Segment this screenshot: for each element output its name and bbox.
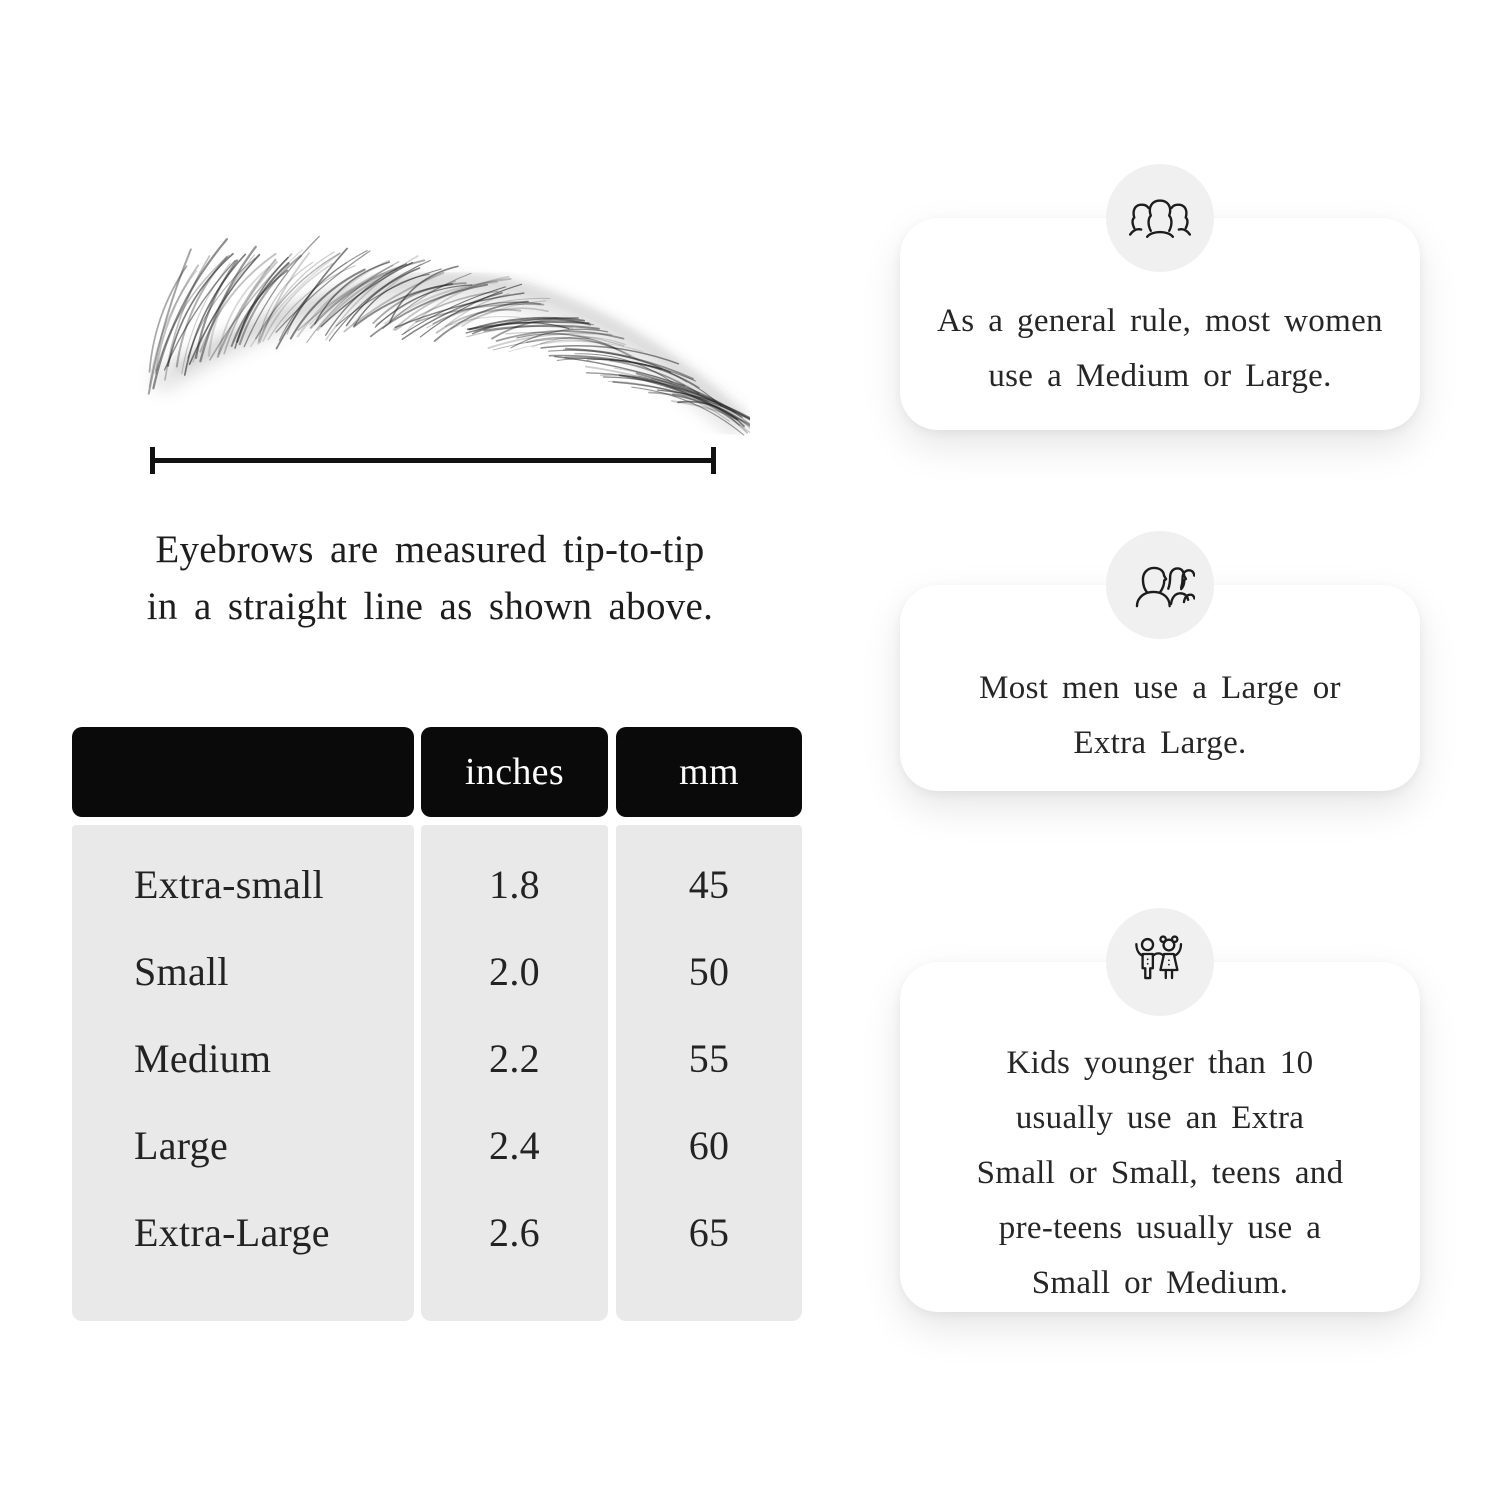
size-cell-inches: 2.4	[489, 1123, 540, 1168]
size-row-label: Extra-small	[134, 862, 324, 907]
size-table-body-mm	[616, 825, 802, 1321]
caption-line: in a straight line as shown above.	[146, 585, 714, 628]
measurement-line	[150, 447, 716, 474]
women-group-icon	[1126, 192, 1194, 244]
tip-card-men	[900, 585, 1420, 791]
tip-text-line: As a general rule, most women	[937, 303, 1383, 339]
icon-badge	[1106, 164, 1214, 272]
size-table-column-inches	[421, 727, 608, 1321]
size-cell-inches: 2.6	[489, 1210, 540, 1255]
tip-text-line: Small or Medium.	[1031, 1265, 1289, 1301]
size-table-body-name	[72, 825, 414, 1321]
size-cell-inches: 2.2	[489, 1036, 540, 1081]
size-row-label: Small	[134, 949, 229, 994]
size-cell-mm: 50	[688, 949, 730, 994]
size-cell-mm: 60	[688, 1123, 730, 1168]
tip-text-line: pre-teens usually use a	[998, 1210, 1322, 1246]
icon-badge	[1106, 531, 1214, 639]
tip-text-line: Most men use a Large or	[979, 670, 1341, 706]
size-cell-mm: 65	[688, 1210, 730, 1255]
measurement-caption	[95, 521, 765, 635]
size-table-header-inches: inches	[421, 727, 608, 817]
kids-icon	[1127, 933, 1193, 991]
size-cell-mm: 55	[688, 1036, 730, 1081]
size-table-column-name	[72, 727, 414, 1321]
size-cell-mm: 45	[688, 862, 730, 907]
size-table-header-empty	[72, 727, 414, 817]
ruler-bar	[150, 458, 716, 463]
eyebrow-illustration	[105, 213, 750, 445]
size-row-label: Large	[134, 1123, 229, 1168]
tip-text-line: Small or Small, teens and	[976, 1155, 1344, 1191]
tip-text-line: Kids younger than 10	[1006, 1045, 1314, 1081]
size-table-body-inches	[421, 825, 608, 1321]
caption-line: Eyebrows are measured tip-to-tip	[155, 528, 705, 571]
size-row-label: Medium	[134, 1036, 272, 1081]
icon-badge	[1106, 908, 1214, 1016]
size-row-label: Extra-Large	[134, 1210, 330, 1255]
ruler-right-cap	[711, 447, 716, 474]
size-table-column-mm	[616, 727, 802, 1321]
tip-card-women	[900, 218, 1420, 430]
tip-text-line: use a Medium or Large.	[988, 358, 1332, 394]
men-group-icon	[1125, 559, 1195, 611]
tip-card-kids	[900, 962, 1420, 1312]
size-cell-inches: 1.8	[489, 862, 540, 907]
size-table-header-mm: mm	[616, 727, 802, 817]
size-cell-inches: 2.0	[489, 949, 540, 994]
tip-text-line: usually use an Extra	[1015, 1100, 1305, 1136]
tip-text-line: Extra Large.	[1073, 725, 1247, 761]
